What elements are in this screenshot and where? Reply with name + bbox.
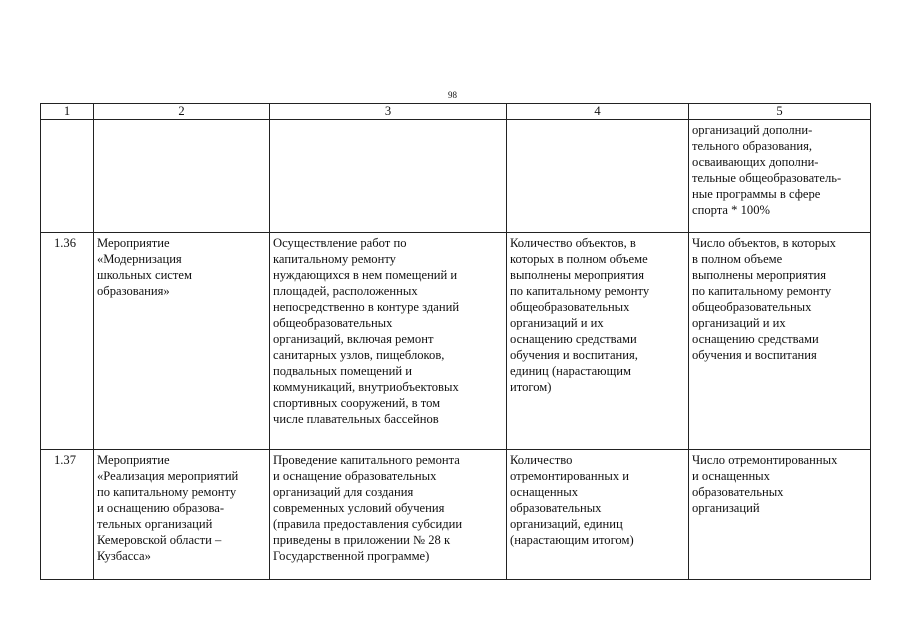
calculation-cell (689, 120, 871, 233)
cell-text-line: приведены в приложении № 28 к (273, 533, 451, 547)
cell-text-line: оснащению средствами (692, 332, 819, 346)
cell-text-line: Кемеровской области – (97, 533, 222, 547)
cell-text-line: по капитальному ремонту (97, 485, 237, 499)
cell-text-line: Мероприятие (97, 236, 170, 250)
cell-text-line: организаций и их (510, 316, 604, 330)
cell-text-line: организаций дополни- (692, 123, 813, 137)
measure-description-cell (270, 120, 507, 233)
measure-description-cell (270, 450, 507, 580)
cell-text-line: отремонтированных и (510, 469, 630, 483)
cell-text-line: Число отремонтированных (692, 453, 838, 467)
cell-text-line: и оснащенных (692, 469, 770, 483)
cell-text-line: общеобразовательных (510, 300, 630, 314)
cell-text-line: и оснащению образова- (97, 501, 225, 515)
row-number-cell (41, 120, 94, 233)
table-row (41, 450, 871, 580)
cell-text-line: общеобразовательных (692, 300, 812, 314)
cell-text-line: которых в полном объеме (510, 252, 648, 266)
measure-name-cell (94, 233, 270, 450)
header-cell-5: 5 (689, 104, 871, 120)
header-cell-4: 4 (507, 104, 689, 120)
cell-text-line: выполнены мероприятия (510, 268, 644, 282)
cell-text-line: подвальных помещений и (273, 364, 412, 378)
cell-text-line: спорта * 100% (692, 203, 770, 217)
cell-text-line: организаций (692, 501, 760, 515)
cell-text-line: 1.37 (53, 453, 77, 467)
cell-text-line: (нарастающим итогом) (510, 533, 634, 547)
measure-description-cell (270, 233, 507, 450)
cell-text-line: тельных организаций (97, 517, 213, 531)
cell-text-line: Мероприятие (97, 453, 170, 467)
header-cell-3: 3 (270, 104, 507, 120)
cell-text-line: капитальному ремонту (273, 252, 396, 266)
cell-text-line: образовательных (510, 501, 602, 515)
header-cell-1: 1 (41, 104, 94, 120)
cell-text-line: спортивных сооружений, в том (273, 396, 441, 410)
cell-text-line: образования» (97, 284, 170, 298)
cell-text-line: непосредственно в контуре зданий (273, 300, 460, 314)
cell-text-line: по капитальному ремонту (510, 284, 650, 298)
cell-text-line: Кузбасса» (97, 549, 151, 563)
cell-text-line: коммуникаций, внутриобъектовых (273, 380, 459, 394)
cell-text-line: оснащению средствами (510, 332, 637, 346)
cell-text-line: единиц (нарастающим (510, 364, 631, 378)
page-number: 98 (448, 90, 457, 100)
cell-text-line: обучения и воспитания (692, 348, 817, 362)
cell-text-line: площадей, расположенных (273, 284, 418, 298)
calculation-cell (689, 450, 871, 580)
row-number-cell (41, 233, 94, 450)
calculation-cell (689, 233, 871, 450)
cell-text-line: Число объектов, в которых (692, 236, 836, 250)
cell-text-line: школьных систем (97, 268, 192, 282)
cell-text-line: тельного образования, (692, 139, 813, 153)
cell-text-line: организаций, единиц (510, 517, 623, 531)
cell-text-line: в полном объеме (692, 252, 783, 266)
cell-text-line: Количество (510, 453, 573, 467)
cell-text-line: Осуществление работ по (273, 236, 407, 250)
indicator-cell (507, 120, 689, 233)
measures-table (40, 103, 871, 580)
measure-name-cell (94, 120, 270, 233)
cell-text-line: числе плавательных бассейнов (273, 412, 439, 426)
cell-text-line: Государственной программе) (273, 549, 430, 563)
cell-text-line: 1.36 (53, 236, 77, 250)
cell-text-line: организаций, включая ремонт (273, 332, 434, 346)
cell-text-line: Проведение капитального ремонта (273, 453, 460, 467)
header-cell-2: 2 (94, 104, 270, 120)
cell-text-line: (правила предоставления субсидии (273, 517, 463, 531)
indicator-cell (507, 233, 689, 450)
cell-text-line: осваивающих дополни- (692, 155, 819, 169)
cell-text-line: обучения и воспитания, (510, 348, 638, 362)
table-row (41, 120, 871, 233)
table-row (41, 233, 871, 450)
cell-text-line: и оснащение образовательных (273, 469, 437, 483)
cell-text-line: ные программы в сфере (692, 187, 821, 201)
cell-text-line: «Модернизация (97, 252, 182, 266)
indicator-cell (507, 450, 689, 580)
header-row (41, 104, 871, 120)
cell-text-line: современных условий обучения (273, 501, 445, 515)
cell-text-line: нуждающихся в нем помещений и (273, 268, 458, 282)
row-number-cell (41, 450, 94, 580)
cell-text-line: «Реализация мероприятий (97, 469, 239, 483)
cell-text-line: общеобразовательных (273, 316, 393, 330)
cell-text-line: выполнены мероприятия (692, 268, 826, 282)
measure-name-cell (94, 450, 270, 580)
cell-text-line: образовательных (692, 485, 784, 499)
cell-text-line: организаций и их (692, 316, 786, 330)
cell-text-line: итогом) (510, 380, 552, 394)
cell-text-line: тельные общеобразователь- (692, 171, 842, 185)
cell-text-line: по капитальному ремонту (692, 284, 832, 298)
cell-text-line: санитарных узлов, пищеблоков, (273, 348, 445, 362)
cell-text-line: оснащенных (510, 485, 579, 499)
cell-text-line: Количество объектов, в (510, 236, 636, 250)
cell-text-line: организаций для создания (273, 485, 414, 499)
